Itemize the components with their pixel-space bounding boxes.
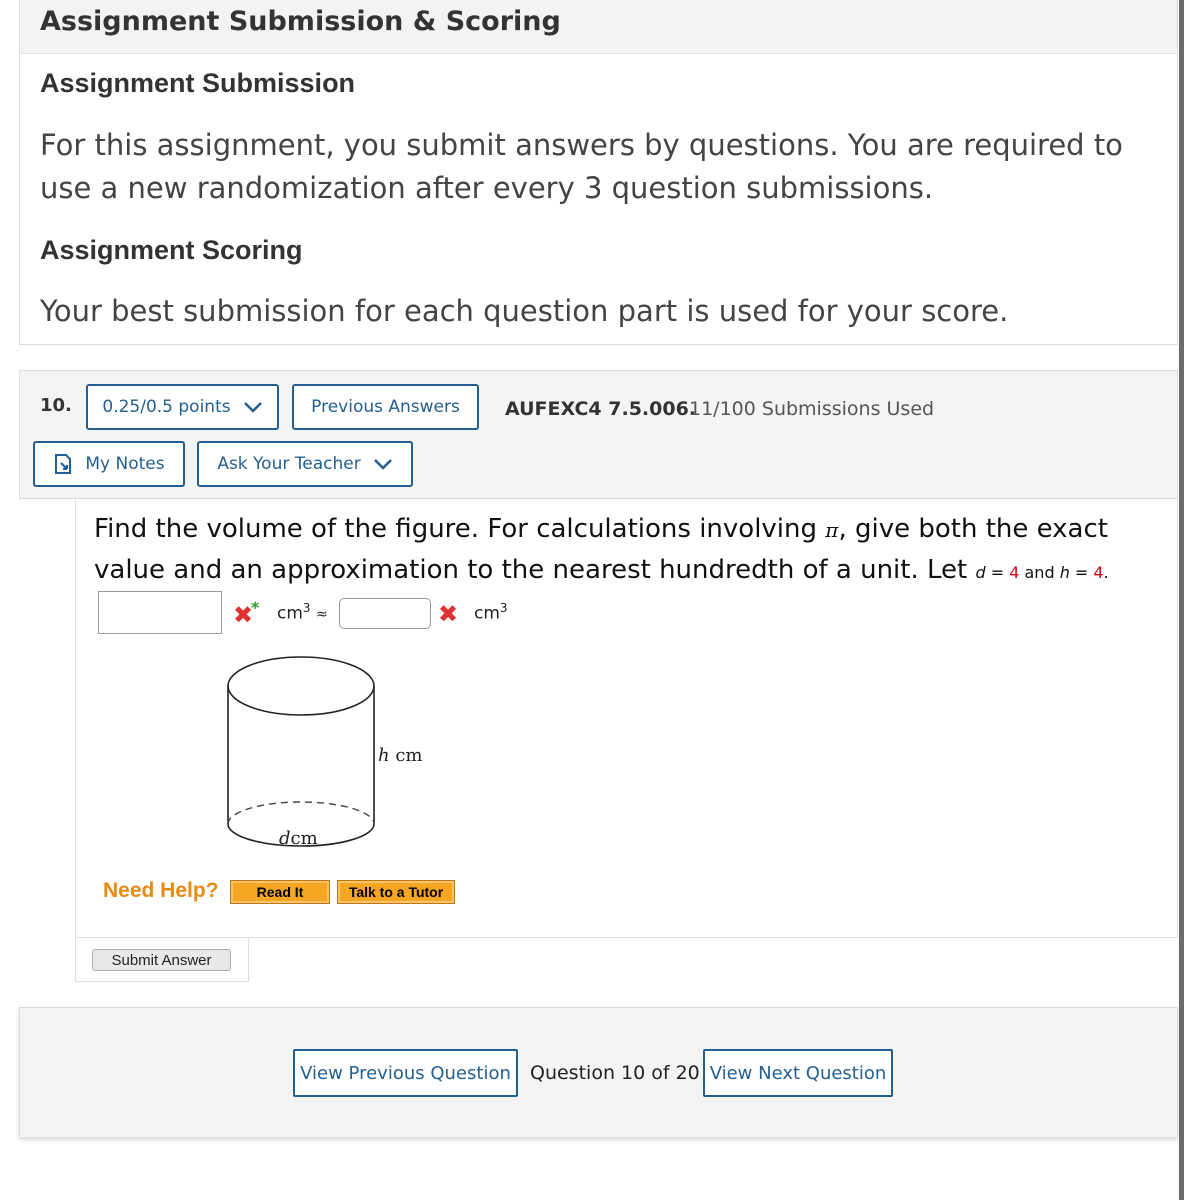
unit-base-2: cm [474,603,500,624]
height-unit: cm [395,745,423,766]
approx-symbol: ≈ [315,606,328,623]
question-header [19,370,1178,499]
my-notes-label: My Notes [85,454,165,474]
chevron-down-icon [373,457,393,471]
cylinder-top [228,657,374,715]
period: . [1103,563,1109,582]
height-var: h [378,745,390,766]
d-value: 4 [1009,563,1020,582]
need-help-label: Need Help? [103,879,219,902]
submit-answer-button[interactable]: Submit Answer [92,949,231,971]
given-values [975,563,1108,582]
question-prompt [94,509,1164,593]
unit-exp-2: 3 [499,601,508,615]
previous-answers-label: Previous Answers [311,397,460,417]
scoring-heading: Assignment Scoring [40,235,303,265]
incorrect-icon: ✖ [438,600,459,628]
points-label: 0.25/0.5 points [102,397,231,417]
scoring-text: Your best submission for each question part is used for your score. [40,294,1009,328]
assignment-info-panel [19,0,1178,345]
pi-symbol: π [825,518,839,542]
notes-icon [53,453,73,475]
diam-var: d [279,828,291,849]
diameter-label [279,828,318,849]
unit-base-1: cm [277,603,303,624]
view-previous-question-button[interactable]: View Previous Question [293,1049,518,1097]
diam-unit: cm [290,828,318,849]
points-dropdown-button[interactable] [86,384,279,430]
question-number: 10. [40,395,72,416]
unit-label-2 [474,601,508,624]
submission-text: For this assignment, you submit answers by questions. You are required to use a new randomization after every 3 question submissions. [40,128,1123,205]
read-it-button[interactable]: Read It [230,880,330,904]
submissions-used: 11/100 Submissions Used [689,398,935,420]
talk-to-tutor-button[interactable]: Talk to a Tutor [337,880,455,904]
window-right-edge [1179,0,1184,1200]
cylinder-bottom-back [228,802,374,824]
submit-area [75,938,249,982]
unit-label-1 [277,601,328,624]
assignment-info-title: Assignment Submission & Scoring [40,6,561,37]
approx-volume-input[interactable] [339,598,431,629]
height-label [378,745,422,766]
ask-teacher-label: Ask Your Teacher [217,454,361,474]
asterisk-icon: * [251,598,260,617]
var-h: h [1059,563,1070,582]
incorrect-icon: ✖ [233,601,254,629]
previous-answers-button[interactable] [292,384,479,430]
var-d: d [975,563,986,582]
ask-teacher-button[interactable] [197,441,413,487]
submission-heading: Assignment Submission [40,68,356,98]
unit-exp-1: 3 [302,601,311,615]
and-text: and [1019,563,1060,582]
question-code: AUFEXC4 7.5.006. [505,398,697,420]
question-body [75,499,1178,938]
equals-1: = [985,563,1010,582]
cylinder-figure [216,649,436,859]
question-navigation [19,1007,1178,1138]
prompt-text-1: Find the volume of the figure. For calculations involving [94,514,826,544]
chevron-down-icon [243,400,263,414]
prompt-text-2: , give both the exact value and an approximation to the nearest hundredth of a unit. Let [94,514,1108,585]
view-next-question-button[interactable]: View Next Question [703,1049,893,1097]
my-notes-button[interactable] [33,441,185,487]
h-value: 4 [1093,563,1104,582]
exact-volume-input[interactable] [98,591,222,634]
equals-2: = [1069,563,1094,582]
question-position: Question 10 of 20 [530,1062,700,1084]
